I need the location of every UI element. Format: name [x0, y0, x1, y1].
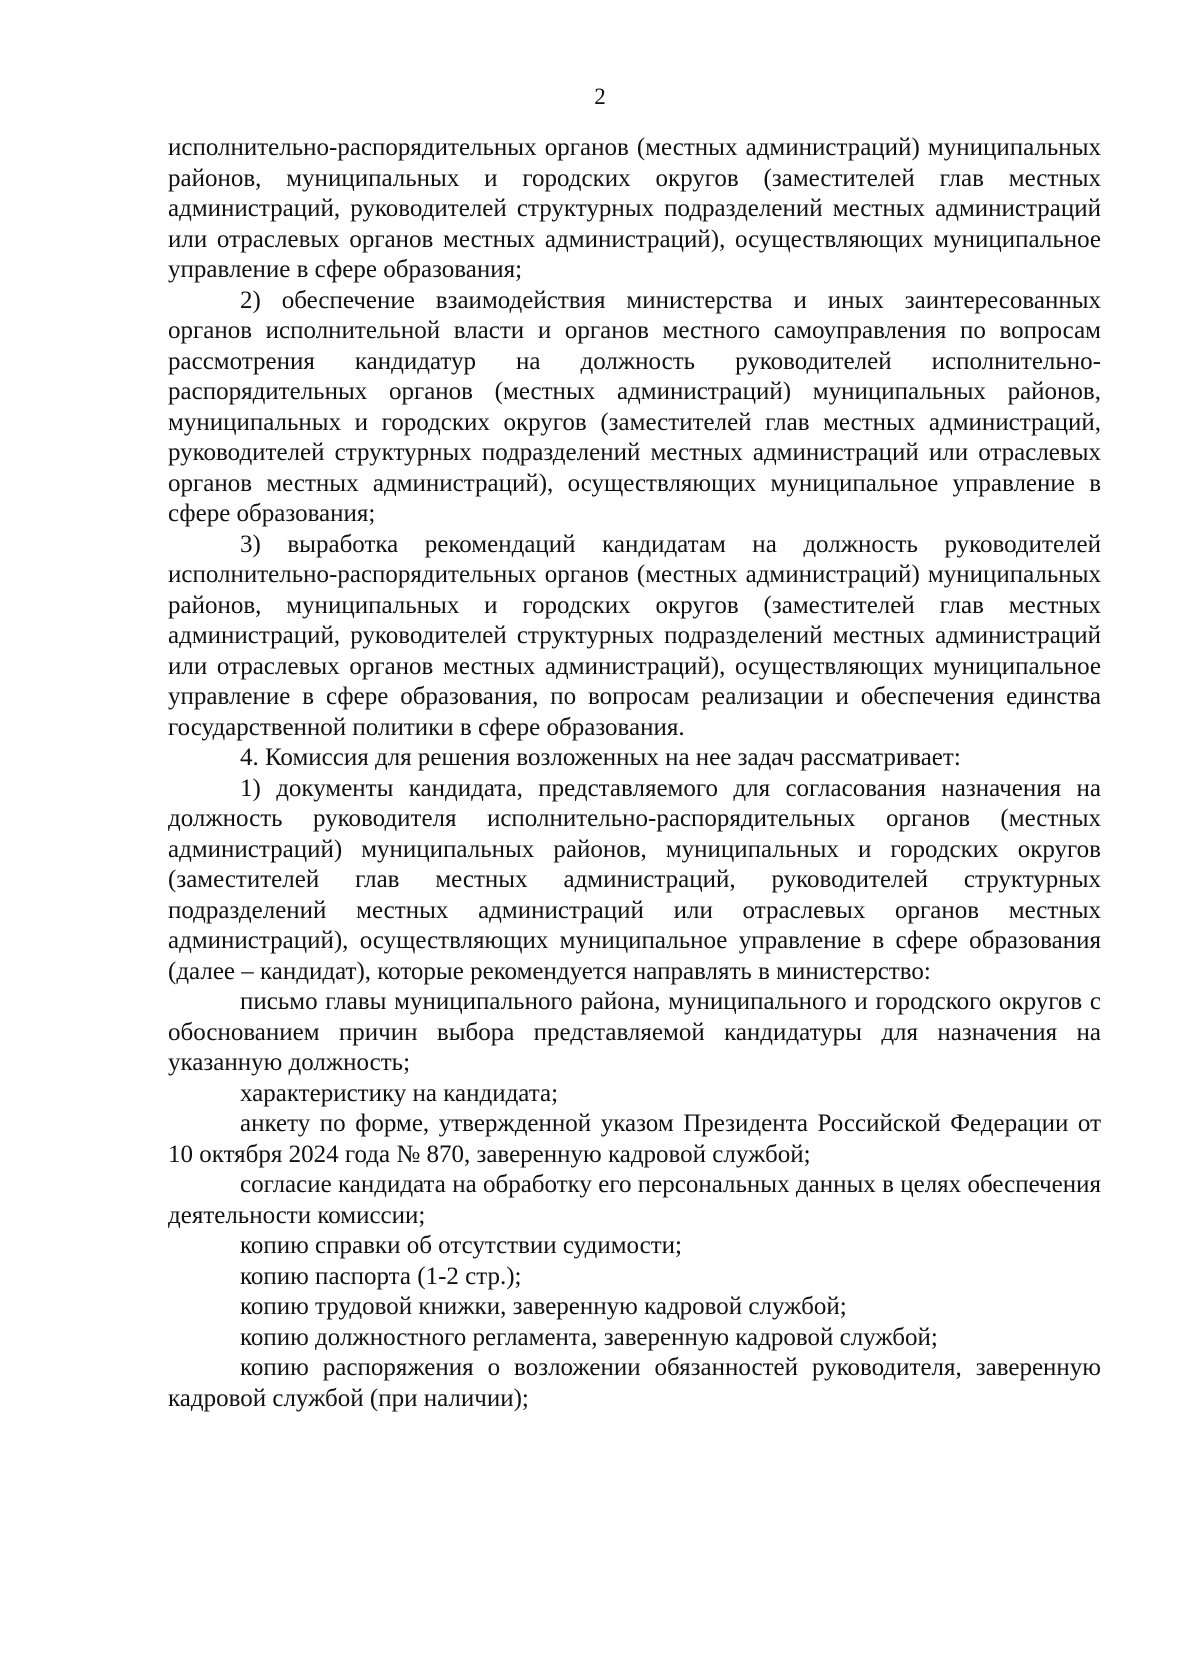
document-body — [168, 133, 1101, 1414]
list-item-passport: копию паспорта (1-2 стр.); — [240, 1262, 522, 1290]
paragraph-section-4: 4. Комиссия для решения возложенных на нее задач рассматривает: — [240, 744, 961, 771]
list-item-consent: согласие кандидата на обработку его персональных данных в целях обеспечения деятельности комиссии; — [168, 1171, 1101, 1229]
paragraph-item-3: 3) выработка рекомендаций кандидатам на должность руководителей исполнительно-распорядительных органов (местных администраций) муниципальных районов, муниципальных и городских округов (заместителей глав местных администраций, руководителей структурных подразделений местных администраций или отраслевых органов местных администраций), осуществляющих муниципальное управление в сфере образования, по вопросам реализации и обеспечения единства государственной политики в сфере образования. — [168, 530, 1101, 741]
paragraph-continuation: исполнительно-распорядительных органов (местных администраций) муниципальных районов, муниципальных и городских округов (заместителей глав местных администраций, руководителей структурных подразделений местных администраций или отраслевых органов местных администраций), осуществляющих муниципальное управление в сфере образования; — [168, 134, 1101, 283]
page-number: 2 — [594, 84, 606, 109]
list-item-criminal-record: копию справки об отсутствии судимости; — [240, 1232, 682, 1259]
list-item-questionnaire: анкету по форме, утвержденной указом Президента Российской Федерации от 10 октября 2024 года № 870, заверенную кадровой службой; — [168, 1110, 1101, 1168]
list-item-letter: письмо главы муниципального района, муниципального и городского округов с обоснованием причин выбора представляемой кандидатуры для назначения на указанную должность; — [168, 988, 1101, 1076]
list-item-job-regulation: копию должностного регламента, заверенную кадровой службой; — [240, 1323, 938, 1351]
list-item-employment-book: копию трудовой книжки, заверенную кадровой службой; — [240, 1293, 847, 1320]
paragraph-item-2: 2) обеспечение взаимодействия министерства и иных заинтересованных органов исполнительной власти и органов местного самоуправления по вопросам рассмотрения кандидатур на должность руководителей исполнительно-распорядительных органов (местных администраций) муниципальных районов, муниципальных и городских округов (заместителей глав местных администраций, руководителей структурных подразделений местных администраций или отраслевых органов местных администраций), осуществляющих муниципальное управление в сфере образования; — [168, 286, 1101, 527]
list-item-order: копию распоряжения о возложении обязанностей руководителя, заверенную кадровой службой (при наличии); — [168, 1354, 1101, 1412]
paragraph-section-4-item-1: 1) документы кандидата, представляемого для согласования назначения на должность руководителя исполнительно-распорядительных органов (местных администраций) муниципальных районов, муниципальных и городских округов (заместителей глав местных администраций, руководителей структурных подразделений местных администраций или отраслевых органов местных администраций), осуществляющих муниципальное управление в сфере образования (далее – кандидат), которые рекомендуется направлять в министерство: — [168, 774, 1101, 985]
list-item-characteristic: характеристику на кандидата; — [240, 1079, 559, 1107]
